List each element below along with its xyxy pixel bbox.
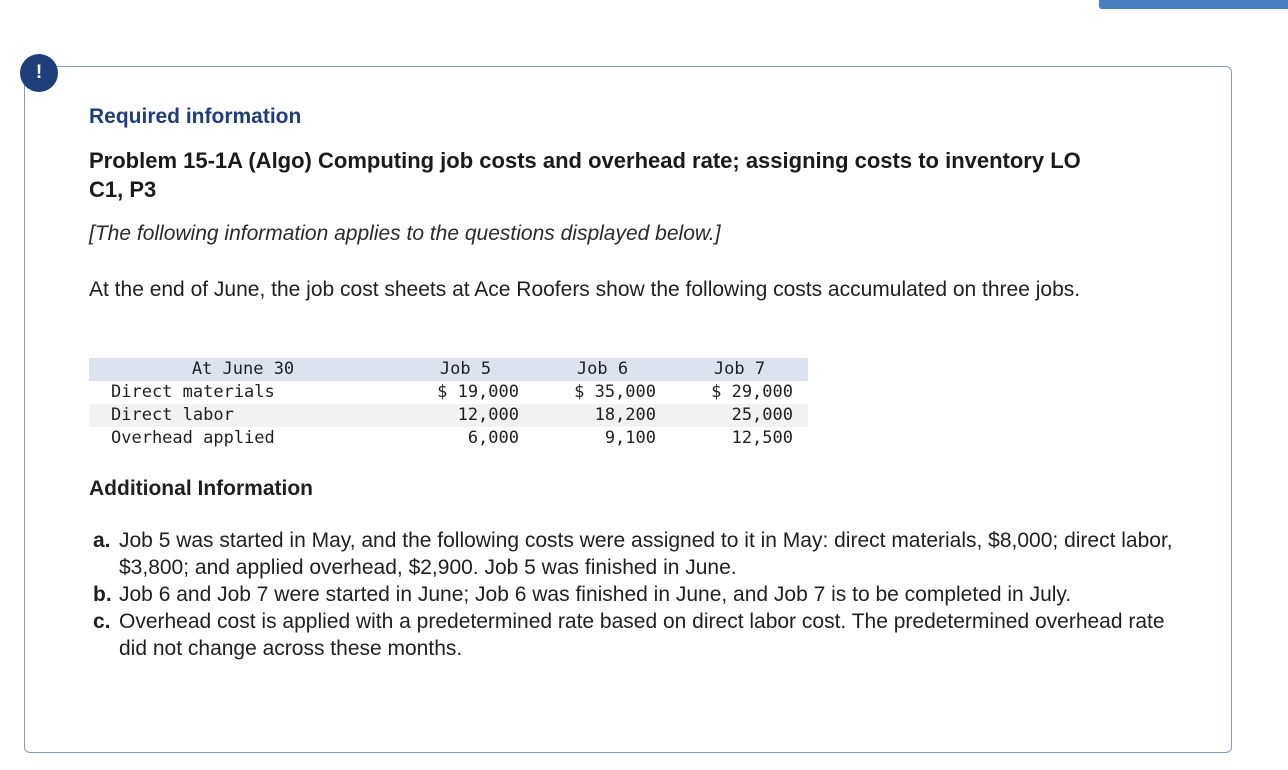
cell-value: 6,000 xyxy=(467,428,519,448)
header-job-7: Job 7 xyxy=(713,359,766,379)
item-marker: b. xyxy=(93,583,112,606)
applies-note: [The following information applies to the questions displayed below.] xyxy=(89,222,721,245)
header-job-6: Job 6 xyxy=(576,359,629,379)
header-at-june-30: At June 30 xyxy=(191,359,295,379)
item-marker: c. xyxy=(93,610,111,633)
cell-value: 18,200 xyxy=(594,405,656,425)
item-text: Overhead cost is applied with a predetermined rate based on direct labor cost. The predetermined overhead rate did not change across these months. xyxy=(119,610,1165,660)
cell-value: $ 29,000 xyxy=(711,382,793,402)
job-cost-table xyxy=(89,358,808,450)
cell-value: 12,500 xyxy=(731,428,793,448)
cell-value: 12,000 xyxy=(457,405,519,425)
list-item xyxy=(93,527,1178,581)
intro-text: At the end of June, the job cost sheets at Ace Roofers show the following costs accumulated on three jobs. xyxy=(89,278,1081,301)
item-text: Job 5 was started in May, and the following costs were assigned to it in May: direct materials, $8,000; direct labor, $3,800; and applied overhead, $2,900. Job 5 was finished in June. xyxy=(119,529,1173,579)
cell-value: $ 35,000 xyxy=(574,382,656,402)
row-label: Direct labor xyxy=(111,405,234,425)
item-text: Job 6 and Job 7 were started in June; Job 6 was finished in June, and Job 7 is to be completed in July. xyxy=(119,583,1072,606)
alert-icon: ! xyxy=(20,54,58,92)
table-row xyxy=(89,381,808,404)
required-information-title: Required information xyxy=(89,105,302,128)
row-label: Overhead applied xyxy=(111,428,275,448)
cell-value: 9,100 xyxy=(604,428,656,448)
header-job-5: Job 5 xyxy=(439,359,492,379)
table-row xyxy=(89,427,808,450)
row-label: Direct materials xyxy=(111,382,275,402)
table-row xyxy=(89,404,808,427)
cell-value: 25,000 xyxy=(731,405,793,425)
list-item xyxy=(93,581,1178,608)
list-item xyxy=(93,608,1178,662)
additional-information-list xyxy=(93,527,1178,662)
top-progress-bar xyxy=(1099,0,1288,9)
table-header-row xyxy=(89,358,808,381)
additional-information-title: Additional Information xyxy=(89,477,313,500)
cell-value: $ 19,000 xyxy=(437,382,519,402)
item-marker: a. xyxy=(93,529,111,552)
problem-title: Problem 15-1A (Algo) Computing job costs and overhead rate; assigning costs to inventory LO C1, P3 xyxy=(89,148,1081,202)
